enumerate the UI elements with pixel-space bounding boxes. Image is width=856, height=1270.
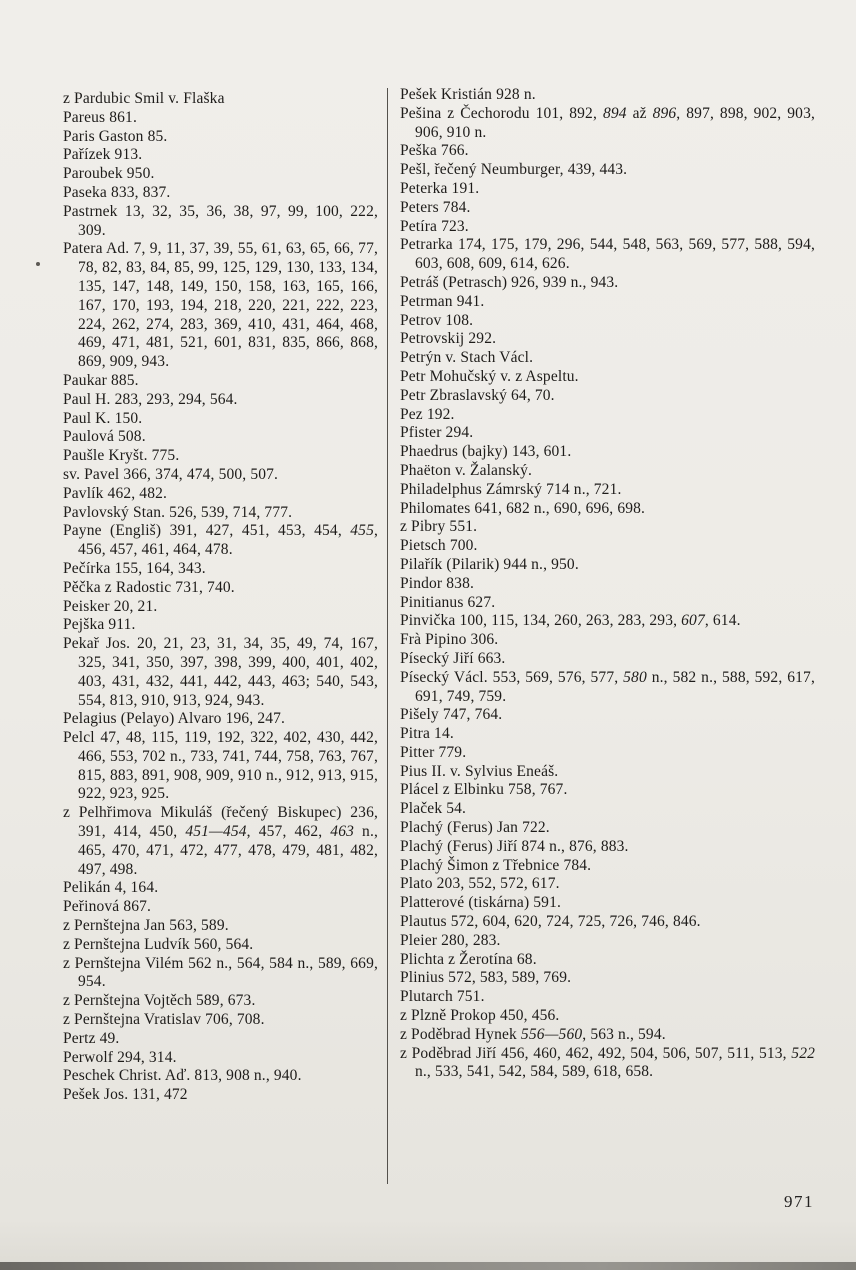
index-entry: Paukar 885.	[63, 371, 139, 389]
index-entry: Peřinová 867.	[63, 898, 152, 916]
index-entry: Pěčka z Radostic 731, 740.	[63, 578, 235, 596]
index-entry: Paul K. 150.	[63, 409, 143, 427]
column-divider-rule	[387, 88, 388, 1184]
index-entry: Pietsch 700.	[400, 537, 478, 555]
index-entry: Plautus 572, 604, 620, 724, 725, 726, 746, 846.	[400, 913, 701, 931]
index-entry: Plato 203, 552, 572, 617.	[400, 875, 560, 893]
index-entry: z Poděbrad Jiří 456, 460, 462, 492, 504, 506, 507, 511, 513, 522 n., 533, 541, 542, 584, 589, 618, 658.	[400, 1044, 815, 1081]
index-entry: Phaëton v. Žalanský.	[400, 461, 532, 479]
index-entry: Plácel z Elbinku 758, 767.	[400, 781, 568, 799]
index-entry: Pilařík (Pilarik) 944 n., 950.	[400, 555, 579, 573]
index-entry: Frà Pipino 306.	[400, 631, 499, 649]
index-entry: Plutarch 751.	[400, 988, 485, 1006]
right-column	[400, 86, 815, 1082]
index-entry: Philadelphus Zámrský 714 n., 721.	[400, 480, 622, 498]
index-entry: Pešl, řečený Neumburger, 439, 443.	[400, 161, 628, 179]
scan-artifact-speck	[36, 262, 40, 266]
index-entry: Philomates 641, 682 n., 690, 696, 698.	[400, 499, 646, 517]
index-entry: Pařízek 913.	[63, 146, 143, 164]
index-entry: Paris Gaston 85.	[63, 127, 168, 145]
index-entry: z Pernštejna Vratislav 706, 708.	[63, 1011, 265, 1029]
index-entry: Perwolf 294, 314.	[63, 1048, 177, 1066]
index-entry: Pinitianus 627.	[400, 593, 496, 611]
index-entry: Pejška 911.	[63, 616, 136, 634]
index-entry: Plachý (Ferus) Jan 722.	[400, 819, 550, 837]
index-entry: Paroubek 950.	[63, 165, 155, 183]
index-entry: Petrarka 174, 175, 179, 296, 544, 548, 563, 569, 577, 588, 594, 603, 608, 609, 614, 626.	[400, 236, 815, 273]
index-entry: Pavlík 462, 482.	[63, 484, 168, 502]
index-entry: Paušle Kryšt. 775.	[63, 447, 180, 465]
index-entry: Pareus 861.	[63, 108, 137, 126]
index-entry: z Pelhřimova Mikuláš (řečený Biskupec) 236, 391, 414, 450, 451—454, 457, 462, 463 n., 465, 470, 471, 472, 477, 478, 479, 481, 482, 497, 498.	[63, 804, 378, 878]
index-entry: Plaček 54.	[400, 800, 467, 818]
index-entry: Peška 766.	[400, 142, 469, 160]
index-entry: Paseka 833, 837.	[63, 183, 171, 201]
index-entry: Pinvička 100, 115, 134, 260, 263, 283, 293, 607, 614.	[400, 612, 741, 630]
index-entry: Petrman 941.	[400, 292, 485, 310]
index-entry: Petrýn v. Stach Václ.	[400, 349, 534, 367]
index-entry: Paul H. 283, 293, 294, 564.	[63, 390, 238, 408]
index-entry: Pitter 779.	[400, 743, 467, 761]
scan-edge-shadow	[0, 1262, 856, 1270]
index-entry: z Plzně Prokop 450, 456.	[400, 1007, 560, 1025]
index-entry: z Pardubic Smil v. Flaška	[63, 90, 225, 107]
index-entry: Petráš (Petrasch) 926, 939 n., 943.	[400, 273, 619, 291]
index-entry: Payne (Engliš) 391, 427, 451, 453, 454, 455, 456, 457, 461, 464, 478.	[63, 522, 378, 559]
index-entry: Plinius 572, 583, 589, 769.	[400, 969, 572, 987]
index-entry: Pešek Jos. 131, 472	[63, 1086, 188, 1104]
index-entry: z Poděbrad Hynek 556—560, 563 n., 594.	[400, 1025, 666, 1043]
index-entry: Pez 192.	[400, 405, 455, 423]
index-entry: Pečírka 155, 164, 343.	[63, 559, 206, 577]
index-entry: Pešek Kristián 928 n.	[400, 86, 536, 103]
index-entry: z Pibry 551.	[400, 518, 478, 536]
index-entry: Pišely 747, 764.	[400, 706, 503, 724]
index-entry: Peschek Christ. Aď. 813, 908 n., 940.	[63, 1067, 302, 1085]
left-column	[63, 90, 378, 1105]
index-entry: Pekař Jos. 20, 21, 23, 31, 34, 35, 49, 74, 167, 325, 341, 350, 397, 398, 399, 400, 401, 402, 403, 431, 432, 441, 442, 443, 463; 540, 543, 554, 813, 910, 913, 924, 943.	[63, 635, 378, 709]
index-entry: Peters 784.	[400, 198, 471, 216]
index-entry: Pius II. v. Sylvius Eneáš.	[400, 762, 559, 780]
index-entry: Pleier 280, 283.	[400, 931, 501, 949]
index-entry: Pelcl 47, 48, 115, 119, 192, 322, 402, 430, 442, 466, 553, 702 n., 733, 741, 744, 758, 763, 767, 815, 883, 891, 908, 909, 910 n., 912, 913, 915, 922, 923, 925.	[63, 729, 378, 803]
index-entry: Petrov 108.	[400, 311, 474, 329]
index-entry: Platterové (tiskárna) 591.	[400, 894, 562, 912]
index-entry: Petr Zbraslavský 64, 70.	[400, 386, 555, 404]
index-entry: Pelikán 4, 164.	[63, 879, 159, 897]
index-entry: Patera Ad. 7, 9, 11, 37, 39, 55, 61, 63, 65, 66, 77, 78, 82, 83, 84, 85, 99, 125, 129, 130, 133, 134, 135, 147, 148, 149, 150, 158, 163, 165, 166, 167, 170, 193, 194, 218, 220, 221, 222, 223, 224, 262, 274, 283, 369, 410, 431, 464, 468, 469, 471, 481, 521, 601, 831, 835, 866, 868, 869, 909, 943.	[63, 240, 378, 371]
index-entry: Petíra 723.	[400, 217, 469, 235]
index-entry: Plichta z Žerotína 68.	[400, 950, 537, 968]
index-entry: Peterka 191.	[400, 179, 480, 197]
index-entry: Pavlovský Stan. 526, 539, 714, 777.	[63, 503, 293, 521]
index-entry: Petrovskij 292.	[400, 330, 497, 348]
index-entry: Peisker 20, 21.	[63, 597, 158, 615]
index-entry: Pfister 294.	[400, 424, 474, 442]
index-entry: Pelagius (Pelayo) Alvaro 196, 247.	[63, 710, 286, 728]
index-entry: Petr Mohučský v. z Aspeltu.	[400, 367, 579, 385]
index-entry: Pertz 49.	[63, 1029, 120, 1047]
index-entry: z Pernštejna Vojtěch 589, 673.	[63, 992, 256, 1010]
index-entry: sv. Pavel 366, 374, 474, 500, 507.	[63, 465, 279, 483]
index-entry: Písecký Jiří 663.	[400, 649, 506, 667]
page-number: 971	[784, 1192, 814, 1211]
index-entry: Phaedrus (bajky) 143, 601.	[400, 443, 572, 461]
index-entry: z Pernštejna Ludvík 560, 564.	[63, 935, 254, 953]
index-entry: Plachý Šimon z Třebnice 784.	[400, 856, 592, 874]
index-entry: Pastrnek 13, 32, 35, 36, 38, 97, 99, 100, 222, 309.	[63, 202, 378, 239]
index-entry: Paulová 508.	[63, 428, 146, 446]
index-entry: Plachý (Ferus) Jiří 874 n., 876, 883.	[400, 837, 629, 855]
index-entry: z Pernštejna Vilém 562 n., 564, 584 n., 589, 669, 954.	[63, 954, 378, 991]
index-entry: Pešina z Čechorodu 101, 892, 894 až 896, 897, 898, 902, 903, 906, 910 n.	[400, 104, 815, 141]
index-entry: Pitra 14.	[400, 725, 454, 743]
index-entry: Písecký Václ. 553, 569, 576, 577, 580 n., 582 n., 588, 592, 617, 691, 749, 759.	[400, 668, 815, 705]
index-entry: Pindor 838.	[400, 574, 474, 592]
index-entry: z Pernštejna Jan 563, 589.	[63, 917, 229, 935]
